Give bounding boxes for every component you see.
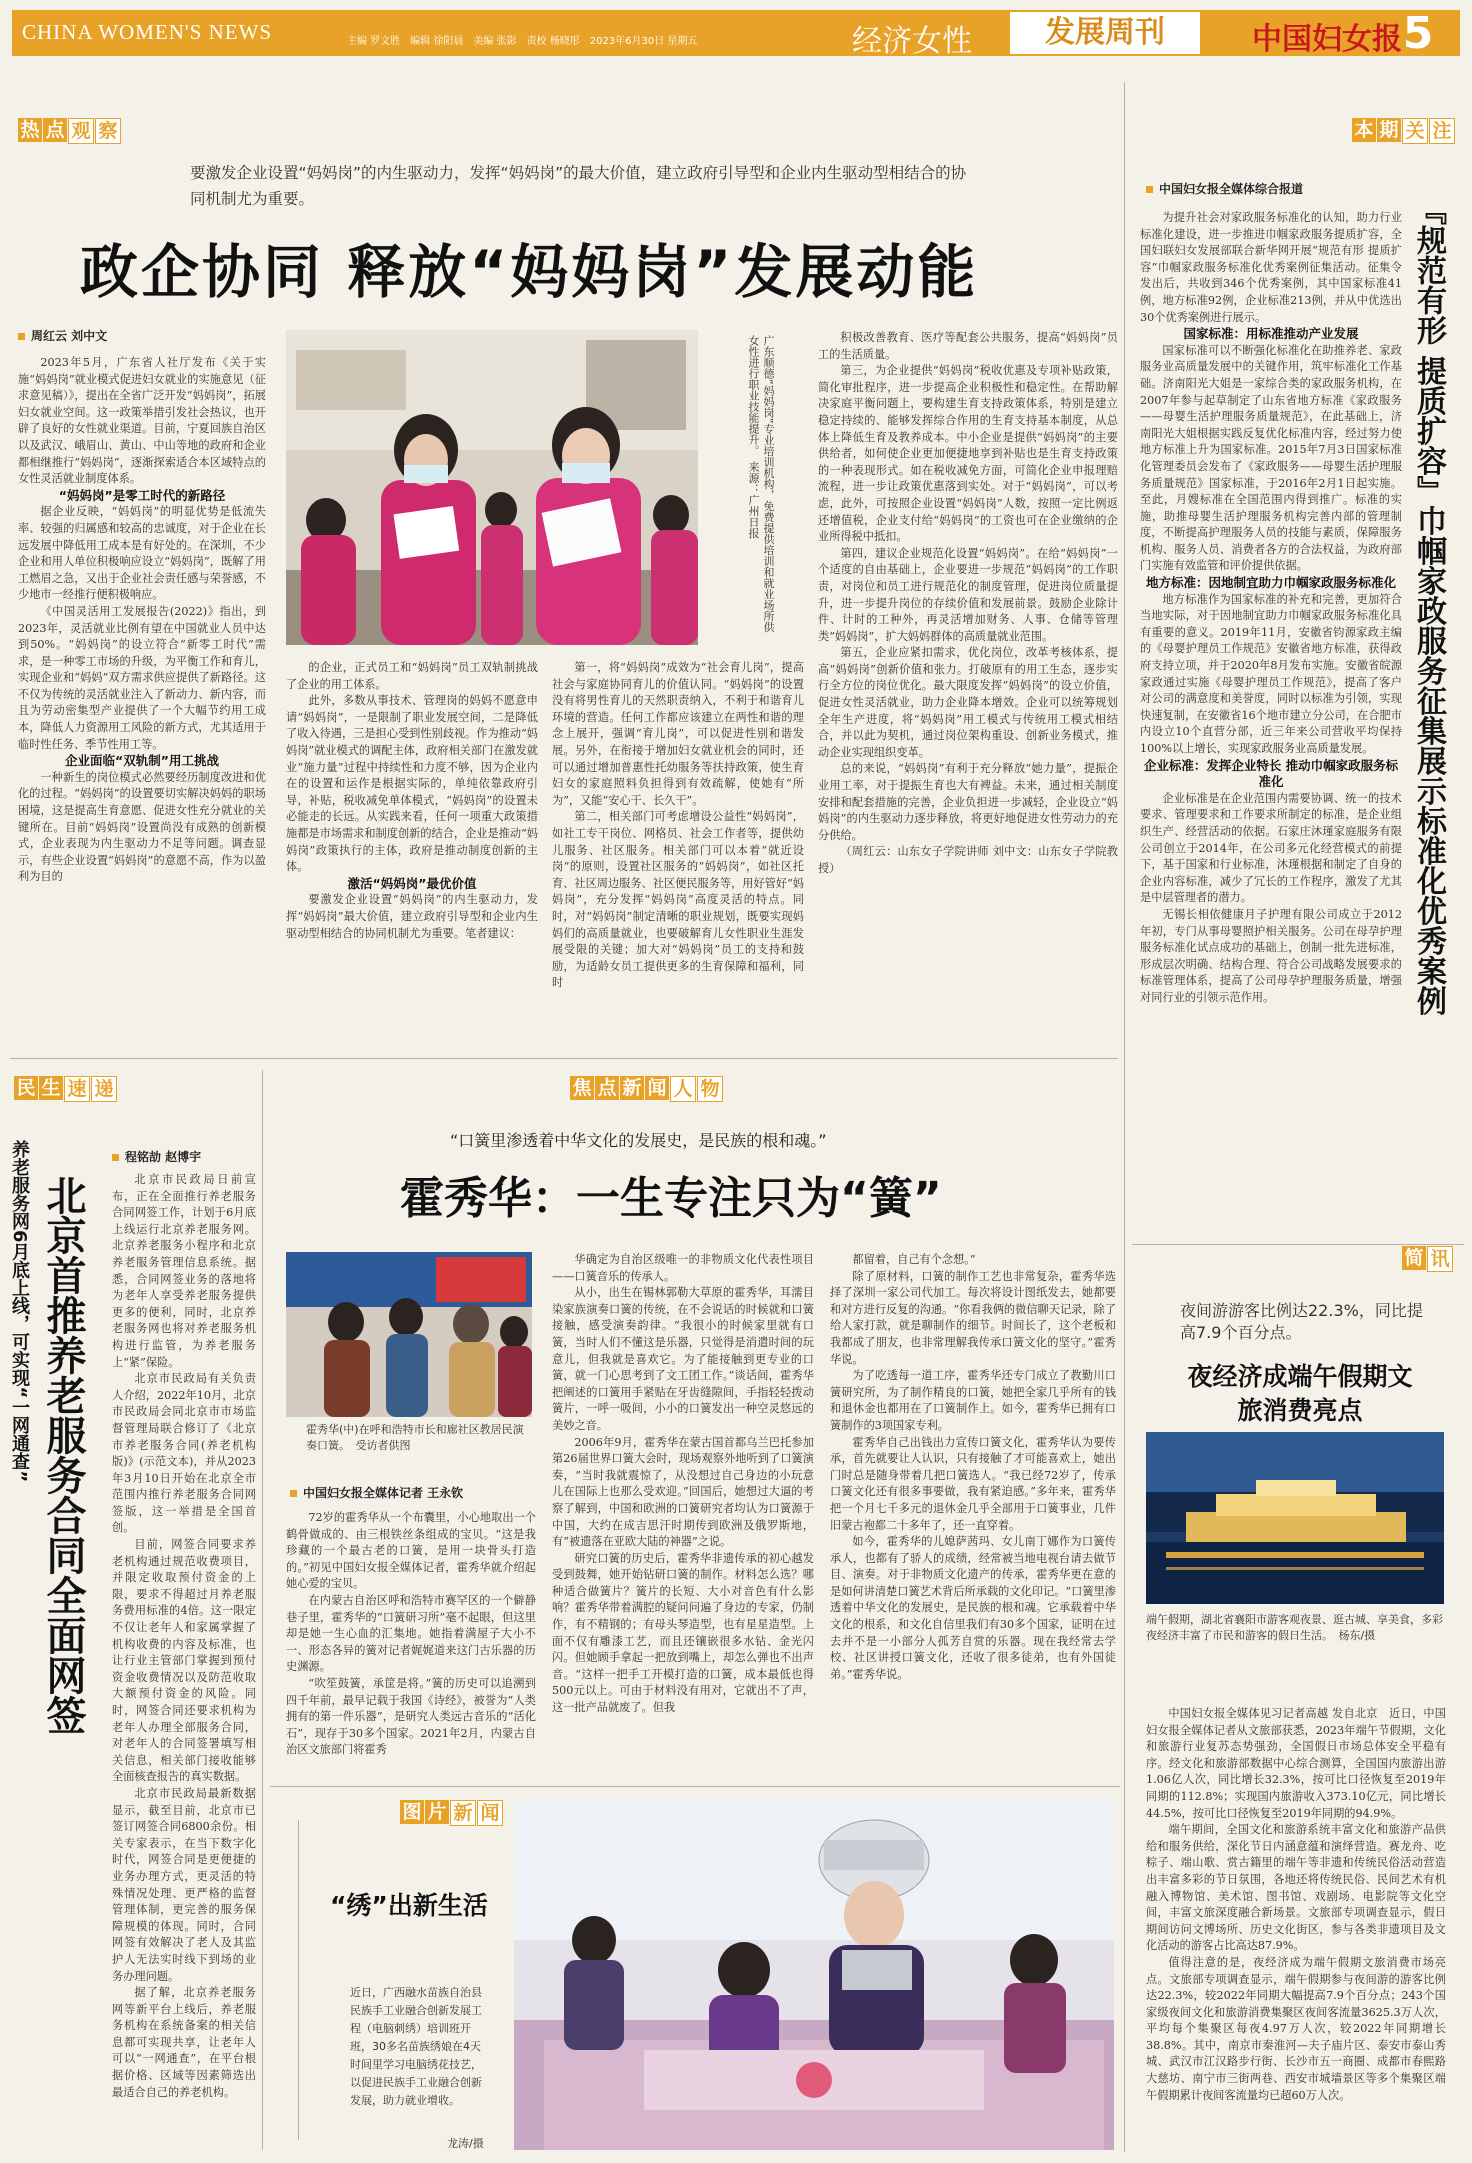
focus-byline: 中国妇女报全媒体综合报道 xyxy=(1146,180,1303,197)
paper-name-english: CHINA WOMEN'S NEWS xyxy=(22,20,273,44)
paragraph: 为了吃透每一道工序，霍秀华还专门成立了教勤川口簧研究所，为了制作精良的口簧，她把全家几乎所有的钱和退休金也都用在了口簧制作上。如今，霍秀华已拥有口簧制作的3项国家专利。 xyxy=(830,1369,1116,1432)
paragraph: 北京市民政局有关负责人介绍，2022年10月，北京市民政局会同北京市市场监督管理局联合修订了《北京市养老服务合同(养老机构版)》(示范文本)，并从2023年3月10日开始在北京全市范围内推行养老服务合同网签版，这一举措是全国首创。 xyxy=(112,1372,256,1535)
subheading: 国家标准：用标准推动产业发展 xyxy=(1183,326,1359,342)
news-column-1 xyxy=(286,1510,536,1776)
paragraph: 国家标准可以不断强化标准化在助推养老、家政服务业高质量发展中的关键作用，筑牢标准化工作基础。济南阳光大姐是一家综合类的家政服务机构，在2007年参与起草制定了山东省地方标准《家政服务——母婴生活护理服务质量规范》，在此基础上，济南阳光大姐根据实践反复优化标准内容，经过努力使地方标准上升为国家标准。2015年7月3日国家标准化管理委员会发布了《家政服务——母婴生活护理服务质量规范》国家标准，于2016年2月1日起实施。至此，月嫂标准在全国范围内得到推广。标准的实施，助推母婴生活护理服务机构完善内部的管理制度，不断提高护理服务人员的技能与素质，保障服务机构、服务人员、消费者各方的合法权益，为政府部门实施有效监管和评价提供依据。 xyxy=(1140,343,1402,573)
news-quote: “口簧里渗透着中华文化的发展史，是民族的根和魂。” xyxy=(450,1131,827,1150)
section-tag-livelihood: 民 生 速 递 xyxy=(14,1076,118,1102)
hot-byline: 周红云 刘中文 xyxy=(18,327,107,344)
news-photo-caption: 霍秀华(中)在呼和浩特市长和廊社区教居民演奏口簧。 受访者供图 xyxy=(306,1423,524,1452)
subheading: “妈妈岗”是零工时代的新路径 xyxy=(58,487,226,503)
paragraph: 此外，多数从事技术、管理岗的妈妈不愿意申请“妈妈岗”，一是限制了职业发展空间，二是降低了收入待遇，三是担心受到性别歧视。作为推动“妈妈岗”就业模式的调配主体，政府相关部门在激发就业“施力量”过程中持续性和力度不够，因为企业内在的设置和运作是根据实际的，单纯依靠政府引导，补贴，税收减免单体模式，“妈妈岗”的设置未必能走的长远。从实践来看，任何一项重大政策措施都是市场需求和制度创新的结合，企业是推动“妈妈岗”政策执行的主体，政府是推动制度创新的主体。 xyxy=(286,694,538,874)
focus-vertical-title: 『规范有形 提质扩容』巾帼家政服务征集展示标准化优秀案例 xyxy=(1411,195,1446,1016)
hot-column-2 xyxy=(286,660,538,1055)
paragraph: 霍秀华自己出钱出力宣传口簧文化，霍秀华认为要传承，首先就要让人认识，只有接触了才可能喜欢上，她出门时总是随身带着几把口簧选人。“我已经72岁了，传承口簧文化还有很多事要做，我有紧迫感。”多年来，霍秀华把一个月七千多元的退休金几乎全部用于口簧事业，几件旧蒙古袍都二十多年了，还一直穿着。 xyxy=(830,1435,1116,1532)
section-tag-news: 焦 点 新 闻 人 物 xyxy=(570,1076,724,1102)
section-tag-photo-news: 图 片 新 闻 xyxy=(400,1800,504,1826)
news-column-3 xyxy=(830,1252,1116,1776)
weekly-name: 发展周刊 xyxy=(1010,12,1200,54)
right-column-divider xyxy=(1124,82,1125,2152)
paragraph: 为提升社会对家政服务标准化的认知，助力行业标准化建设，进一步推进巾帼家政服务提质扩容，全国妇联妇女发展部联合新华网开展“规范有形 提质扩容”巾帼家政服务标准化优秀案例征集活动。征集令发出后，共收到346个优秀案例，其中国家标准41例，地方标准92例，企业标准213例，并从中优选出30个优秀案例进行展示。 xyxy=(1140,211,1402,324)
hot-lead: 要激发企业设置“妈妈岗”的内生驱动力，发挥“妈妈岗”的最大价值，建立政府引导型和企业内生驱动型相结合的协同机制尤为重要。 xyxy=(190,164,967,208)
paragraph: 研究口簧的历史后，霍秀华非遗传承的初心越发受到鼓舞，她开始钻研口簧的制作。材料怎么选？哪种适合做簧片？簧片的长短、大小对音色有什么影响？霍秀华带着满腔的疑问问遍了身边的专家，仍制作，有不精钢的；有母头琴造型，也有星星造型。上面不仅有雕漆工艺，而且还镶嵌很多水钻、金光闪闪。但她顾手拿起一把放到嘴上，却怎么弹也不出声音。“这样一把手工开模打造的口簧，成本最低也得500元以上。可由于材料没有用对，它就出不了声，这一批产品就废了。但我 xyxy=(552,1551,814,1715)
paragraph: 地方标准作为国家标准的补充和完善，更加符合当地实际，对于因地制宜助力巾帼家政服务标准化具有重要的意义。2019年11月，安徽省钧源家政主编的《母婴护理员工作规范》安徽省地方标准，获得政府支持立项，并于2020年8月发布实施。安徽省皖源家政通过实施《母婴护理员工作规范》，提高了客户对公司的满意度和美誉度，同时以标准为引领，实现快速复制，在安徽省16个地市建立分公司，在合肥市内设立10个直营分部，近三年来公司营收平均保持100%以上增长，实现家政服务业高质量发展。 xyxy=(1140,592,1402,755)
news-byline: 中国妇女报全媒体记者 王永钦 xyxy=(290,1484,463,1501)
paragraph: 要激发企业设置“妈妈岗”的内生驱动力，发挥“妈妈岗”最大价值，建立政府引导型和企业内生驱动型相结合的协同机制尤为重要。笔者建议： xyxy=(286,893,538,940)
paragraph: 端午期间，全国文化和旅游系统丰富文化和旅游产品供给和服务供给，深化节日内涵意蕴和演绎营造。赛龙舟、吃粽子、端山歌、赏古籍里的端午等非遗和传统民俗活动营造出丰富多彩的节日氛围，各地还将传统民俗、民间艺术有机融入博物馆、美术馆、图书馆、戏剧场、电影院等文化空间，丰富文旅深度融合新场景。文旅部专项调查显示，假日期间访问文博场所、历史文化街区，参与各类非遗项目及文化活动的游客占比高达87.9%。 xyxy=(1146,1823,1446,1953)
brief-photo-caption: 端午假期，湖北省襄阳市游客观夜景、逛古城、享美食，多彩夜经济丰富了市民和游客的假日生活。 杨东/摄 xyxy=(1146,1613,1443,1642)
subheading: 激活“妈妈岗”最优价值 xyxy=(347,875,477,891)
paragraph: 从小，出生在锡林郭勒大草原的霍秀华，耳濡目染家族演奏口簧的传统，在不会说话的时候就和口簧接触，感受演奏韵律。“我很小的时候家里就有口簧，当时人们不懂这是乐器，只觉得是消遣时间的玩意儿，但我就是喜欢它。为了能接触到更专业的口簧，就一门心思考到了文工团工作。”谈话间，霍秀华把阐述的口簧用手紧贴在牙齿缝隙间，手指轻轻拨动簧片，一呼一吸间，小小的口簧发出一种空灵悠远的美妙之音。 xyxy=(552,1286,814,1432)
paragraph: 据企业反映，“妈妈岗”的明显优势是低流失率、较强的归属感和较高的忠诚度，对于企业在长远发展中降低用工成本是有好处的。在深圳，不少企业和用人单位积极响应设立“妈妈岗”，既解了用工燃眉之急，又出于企业社会责任感与荣誉感，不少地市一经推行便积极响应。 xyxy=(18,505,266,602)
paragraph: 第二，相关部门可考虑增设公益性“妈妈岗”，如社工专干岗位、网格员、社会工作者等，提供幼儿服务、社区服务。相关部门可以本着“就近设岗”的原则，设置社区服务的“妈妈岗”，如社区托育、社区周边服务、社区便民服务等，用好管好“妈妈岗”，充分发挥“妈妈岗”高度灵活的特点。同时，对“妈妈岗”制定清晰的职业规划，既要实现妈妈们的高质量就业，也要破解育儿女性职业生涯发展受限的关键；加大对“妈妈岗”员工的支持和鼓励，为适龄女员工提供更多的生育保障和福利，同时 xyxy=(552,810,804,990)
paragraph: 北京市民政局最新数据显示，截至目前，北京市已签订网签合同6800余份。相关专家表示，在当下数字化时代，网签合同是更便捷的业务办理方式，更灵活的特殊情况处理、更严格的监督管理体制，更完善的服务保障规模的体现。同时，合同网签有效解决了老人及其监护人无法实时线下到场的业务办理问题。 xyxy=(112,1786,256,1983)
livelihood-vertical-title: 北京首推养老服务合同全面网签 xyxy=(40,1175,86,1735)
photo-news-image xyxy=(514,1800,1114,2150)
paragraph: 目前，网签合同要求养老机构通过规范收费项目，并限定收取预付资金的上限，要求不得超过月养老服务费用标准的4倍。这一限定不仅让老年人和家属掌握了机构收费的内容及标准，也让行业主管部门掌握到预付资金收费情况以及防范收取大额预付资金的风险。同时，网签合同还要求机构为老年人办理全部服务合同，对老年人的合同签署填写相关信息，相关部门接收能够全面核查报告的真实数据。 xyxy=(112,1538,256,1784)
paragraph: 除了原材料，口簧的制作工艺也非常复杂，霍秀华选择了深圳一家公司代加工。每次将设计图纸发去，她都要和对方进行反复的沟通。“你看我俩的微信聊天记录，除了给人家打款，就是聊制作的细节。时间长了，这个老板和我都成了朋友，也非常理解我传承口簧文化的坚守。”霍秀华说。 xyxy=(830,1269,1116,1366)
paper-logo: 中国妇女报 xyxy=(1252,22,1402,57)
paragraph: “吹笙鼓簧，承筐是将。”簧的历史可以追溯到四千年前，最早记载于我国《诗经》，被誉为“人类拥有的第一件乐器”，是研究人类远古音乐的“活化石”，现存于30多个国家。2021年2月，内蒙古自治区文旅部门将霍秀 xyxy=(286,1676,536,1757)
paragraph: 总的来说，“妈妈岗”有利于充分释放“她力量”，提振企业用工率，对于提振生育也大有裨益。未来，通过相关制度安排和配套措施的完善，企业负担进一步减轻，企业设立“妈妈岗”的内生驱动力逐步释放，将更好地促进女性劳动力的充分供给。 xyxy=(818,762,1118,842)
paragraph: （周红云：山东女子学院讲师 刘中文：山东女子学院教授） xyxy=(818,845,1118,875)
page-number: 5 xyxy=(1402,8,1434,59)
paragraph: 《中国灵活用工发展报告(2022)》指出，到2023年，灵活就业比例有望在中国就业人员中达到50%。“妈妈岗”的设立符合“新零工时代”需求，是一种零工市场的升级，为平衡工作和育儿，实现企业和“妈妈”双方需求供应提供了新路径。这不仅为传统的灵活就业注入了新动力、新内容，而且为劳动密集型产业提供了一个大幅节约用工成本，降低人力资源用工风险的新方式，尤其适用于临时性任务、季节性用工等。 xyxy=(18,604,266,751)
paragraph: 中国妇女报全媒体见习记者高越 发自北京 近日，中国妇女报全媒体记者从文旅部获悉，2023年端午节假期，文化和旅游行业复苏态势强劲，全国假日市场总体安全平稳有序。经文化和旅游部数据中心综合测算，全国国内旅游出游1.06亿人次，同比增长32.3%，按可比口径恢复至2019年同期的112.8%；实现国内旅游收入373.10亿元，同比增长44.5%，按可比口径恢复至2019年同期的94.9%。 xyxy=(1146,1707,1446,1820)
paragraph: 积极改善教育、医疗等配套公共服务，提高“妈妈岗”员工的生活质量。 xyxy=(818,331,1118,361)
staff-line: 主编 罗文胜 编辑 徐阳晨 美编 张影 责校 杨晓彤 2023年6月30日 星期五 xyxy=(347,36,698,47)
hot-photo xyxy=(286,330,698,645)
hot-headline: 政企协同 释放“妈妈岗”发展动能 xyxy=(80,238,979,306)
subheading: 企业标准：发挥企业特长 推动巾帼家政服务标准化 xyxy=(1143,757,1399,790)
paragraph: 值得注意的是，夜经济成为端午假期文旅消费市场亮点。文旅部专项调查显示，端午假期参与夜间游的游客比例达22.3%，较2022年同期大幅提高7.9个百分点；243个国家级夜间文化和旅游消费集聚区夜间客流量3625.3万人次，平均每个集聚区每夜4.97万人次，较2022年同期增长38.8%。其中，南京市秦淮河—夫子庙片区、泰安市泰山秀城、武汉市江汉路步行街、长沙市五一商圈、成都市春熙路大慈坊、南宁市三街两巷、西安市城墙景区等多个集聚区端午假期累计夜间客流量均已超60万人次。 xyxy=(1146,1955,1446,2102)
paragraph: 第五，企业应紧扣需求，优化岗位，改革考核体系，提高“妈妈岗”创新价值和张力。打破原有的用工生态，逐步实行全方位的岗位优化。最大限度发挥“妈妈岗”的设立价值，促进女性灵活就业，助力企业降本增效。企业可以统筹规划全年生产进度，将“妈妈岗”用工模式与传统用工模式相结合，并以此为契机，通过岗位架构重设、创新业务模式，推动企业实现组织变革。 xyxy=(818,646,1118,759)
paragraph: 都留着，自己有个念想。” xyxy=(852,1253,976,1266)
hot-photo-caption: 广东顺德“妈妈岗”专业培训机构，免费提供培训和就业场所供女性进行职业技能提升。 来源：广州日报 xyxy=(747,335,775,633)
livelihood-byline: 程铭劼 赵博宇 xyxy=(112,1148,201,1165)
section-tag-brief: 简 讯 xyxy=(1402,1246,1454,1272)
paragraph: 2006年9月，霍秀华在蒙古国首都乌兰巴托参加第26届世界口簧大会时，现场观察外地听到了口簧演奏，“当时我就震惊了，从没想过自己身边的小玩意儿在国际上也那么受欢迎。”回国后，她想过大逼的考察了解到，中国和欧洲的口簧研究者均认为口簧源于中国，大约在成吉思汗时期传到欧洲及俄罗斯地，有“被遗落在亚欧大陆的神器”之说。 xyxy=(552,1435,814,1549)
section-tag-focus: 本 期 关 注 xyxy=(1352,118,1456,144)
paragraph: 一种新生的岗位模式必然要经历制度改进和优化的过程。“妈妈岗”的设置要切实解决妈妈的职场困境，这是提高生育意愿、促进女性充分就业的关键所在。目前“妈妈岗”设置尚没有成熟的创新模式，企业表现为内生驱动力不足等问题。调查显示，有些企业设置“妈妈岗”的意愿不高，作为以盈利为目的 xyxy=(18,770,266,884)
section-tag-hot: 热 点 观 察 xyxy=(18,118,122,144)
paragraph: 第四，建议企业规范化设置“妈妈岗”。在给“妈妈岗”一个适度的自由基础上，企业要进一步规范“妈妈岗”的工作职责，对岗位和员工进行规范化的制度管理，促进岗位质量提升，进一步提升岗位的存续价值和发展前景。鼓励企业除计件、计时的工种外，再灵活增加财务、人事、仓储等管理类“妈妈岗”，扩大妈妈群体的高质量就业范围。 xyxy=(818,546,1118,643)
photo-news-caption: 近日，广西融水苗族自治县民族手工业融合创新发展工程（电脑刺绣）培训班开班，30多名苗族绣娘在4天时间里学习电脑绣花技艺，以促进民族手工业融合创新发展，助力就业增收。 xyxy=(350,1986,482,2107)
paragraph: 如今，霍秀华的儿媳萨茜玛、女儿南丁娜作为口簧传承人，也都有了骄人的成绩，经常被当地电视台请去做节目、演奏。对于非物质文化遗产的传承，霍秀华更在意的是如何讲清楚口簧艺术背后所承载的文化印记。“口簧里渗透着中华文化的发展史，是民族的根和魂。它承载着中华文化的根系，和文化自信里我们有30多个国家，证明在过去并不是一小部分人孤芳自赏的乐器。现在我经常去学校、社区讲授口簧文化，还收了很多徒弟，也有外国徒弟。”霍秀华说。 xyxy=(830,1535,1116,1681)
news-photo xyxy=(286,1252,532,1417)
subheading: 地方标准：因地制宜助力巾帼家政服务标准化 xyxy=(1145,575,1396,591)
left-column-divider xyxy=(262,1070,263,2150)
mid-divider xyxy=(10,1058,1118,1059)
livelihood-column xyxy=(112,1172,256,2163)
paragraph: 据了解，北京养老服务网等新平台上线后，养老服务机构在系统备案的相关信息都可实现共享，让老年人可以“一网通查”，在平台根据价格、区域等因素筛选出最适合自己的养老机构。 xyxy=(112,1986,256,2099)
section-name: 经济女性 xyxy=(852,24,972,59)
photo-news-side-rule xyxy=(298,1820,299,2140)
subheading: 企业面临“双轨制”用工挑战 xyxy=(65,753,219,769)
masthead xyxy=(12,8,1460,59)
hot-column-3 xyxy=(552,660,804,1055)
livelihood-vertical-subtitle: 养老服务网6月底上线，可实现“一网通查” xyxy=(9,1140,30,1483)
photo-news-title: “绣”出新生活 xyxy=(330,1891,488,1920)
news-column-2 xyxy=(552,1252,814,1776)
news-headline: 霍秀华：一生专注只为“簧” xyxy=(400,1173,942,1224)
paragraph: 第一，将“妈妈岗”成效为“社会育儿岗”，提高社会与家庭协同育儿的价值认同。“妈妈岗”的设置没有将男性育儿的天然职责纳入，不利于和谐育儿环境的营造。任何工作都应该建立在两性和谐的理念上展开，强调“育儿岗”，可以促进性别和谐发展。另外，在衔接于增加妇女就业机会的同时，还可以通过增加普惠性托幼服务等扶持政策，使生育妇女的家庭照料负担得到有效疏解，使她有“所为”，又能“安心干、长久干”。 xyxy=(552,661,804,807)
hot-column-4 xyxy=(818,330,1118,1055)
photo-news-credit: 龙涛/摄 xyxy=(447,2137,484,2150)
paragraph: 北京市民政局日前宣布，正在全面推行养老服务合同网签工作，计划于6月底上线运行北京养老服务网。北京养老服务小程序和北京养老服务管理信息系统。据悉，合同网签业务的落地将为老年人享受养老服务提供更多的便利，同时，北京养老服务网也将对养老服务机构进行监管，为养老服务上“紧”保险。 xyxy=(112,1173,256,1369)
brief-divider xyxy=(1132,1244,1464,1245)
focus-column xyxy=(1140,210,1402,1195)
paragraph: 华确定为自治区级唯一的非物质文化代表性项目——口簧音乐的传承人。 xyxy=(552,1253,814,1283)
paragraph: 在内蒙古自治区呼和浩特市赛罕区的一个僻静巷子里，霍秀华的“口簧研习所”毫不起眼，但这里却是她一生心血的汇集地。她指着满屋子大小不一、形态各异的簧对记者娓娓道来这门古乐器的历史渊源。 xyxy=(286,1593,536,1674)
hot-column-1 xyxy=(18,355,266,1055)
paragraph: 第三，为企业提供“妈妈岗”税收优惠及专项补贴政策，简化审批程序，进一步提高企业积极性和稳定性。在帮助解决家庭平衡问题上，要构建生育支持政策体系，特别是建立稳定持续的、能够发挥综合作用的生育支持基本制度，从总体上降低生育及教养成本。中小企业是提供“妈妈岗”的主要供给者，如何使企业更加便捷地享到补贴也是生育支持政策的一种表现形式。如在税收减免方面，可简化企业申报理赔流程，进一步让政策优惠落到实处。对于“妈妈岗”，可以考虑，此外，可按照企业设置“妈妈岗”人数，按照一定比例返还增值税，企业支付给“妈妈岗”的工资也可在企业缴纳的企业所得税中抵扣。 xyxy=(818,364,1118,544)
paragraph: 企业标准是在企业范围内需要协调、统一的技术要求、管理要求和工作要求所制定的标准，是企业组织生产、经营活动的依据。石家庄沐瑾家庭服务有限公司创立于2014年，在公司多元化经营模式的前提下，基于国家和行业标准，沐瑾根据和制定了自身的企业内容标准，减少了冗长的工作程序，激发了尤其是中层管理者的潜力。 xyxy=(1140,791,1402,905)
paragraph: 无锡长相依健康月子护理有限公司成立于2012年初，专门从事母婴照护相关服务。公司在母孕护理服务标准化试点成功的基础上，创制一批先进标准，形成层次明确、结构合理、符合公司战略发展要求的标准管理体系，提高了公司母孕护理服务质量，增强对同行业的引领示范作用。 xyxy=(1140,907,1402,1004)
brief-subtitle: 夜间游游客比例达22.3%，同比提高7.9个百分点。 xyxy=(1180,1301,1423,1342)
paragraph: 的企业，正式员工和“妈妈岗”员工双轨制挑战了企业的用工体系。 xyxy=(286,661,538,691)
brief-title: 夜经济成端午假期文旅消费亮点 xyxy=(1187,1362,1413,1425)
brief-photo xyxy=(1146,1432,1444,1604)
paragraph: 72岁的霍秀华从一个布囊里，小心地取出一个鹤骨做成的、由三根铁丝条组成的宝贝。“这是我珍藏的一个最古老的口簧，是用一块骨头打造的。”初见中国妇女报全媒体记者，霍秀华就介绍起她心爱的宝贝。 xyxy=(286,1511,536,1591)
paragraph: 2023年5月，广东省人社厅发布《关于实施“妈妈岗”就业模式促进妇女就业的实施意见（征求意见稿）》，提出在全省广泛开发“妈妈岗”，拓展妇女就业空间。这一政策举措引发社会热议，也开辟了良好的女性就业渠道。目前，宁夏回族自治区以及武汉、峨眉山、黄山、中山等地的政府和企业都相继推行“妈妈岗”，逐渐探索适合本区域特点的女性灵活就业制度体系。 xyxy=(18,356,266,486)
photo-news-divider xyxy=(270,1786,1120,1787)
brief-column xyxy=(1146,1706,1446,2156)
